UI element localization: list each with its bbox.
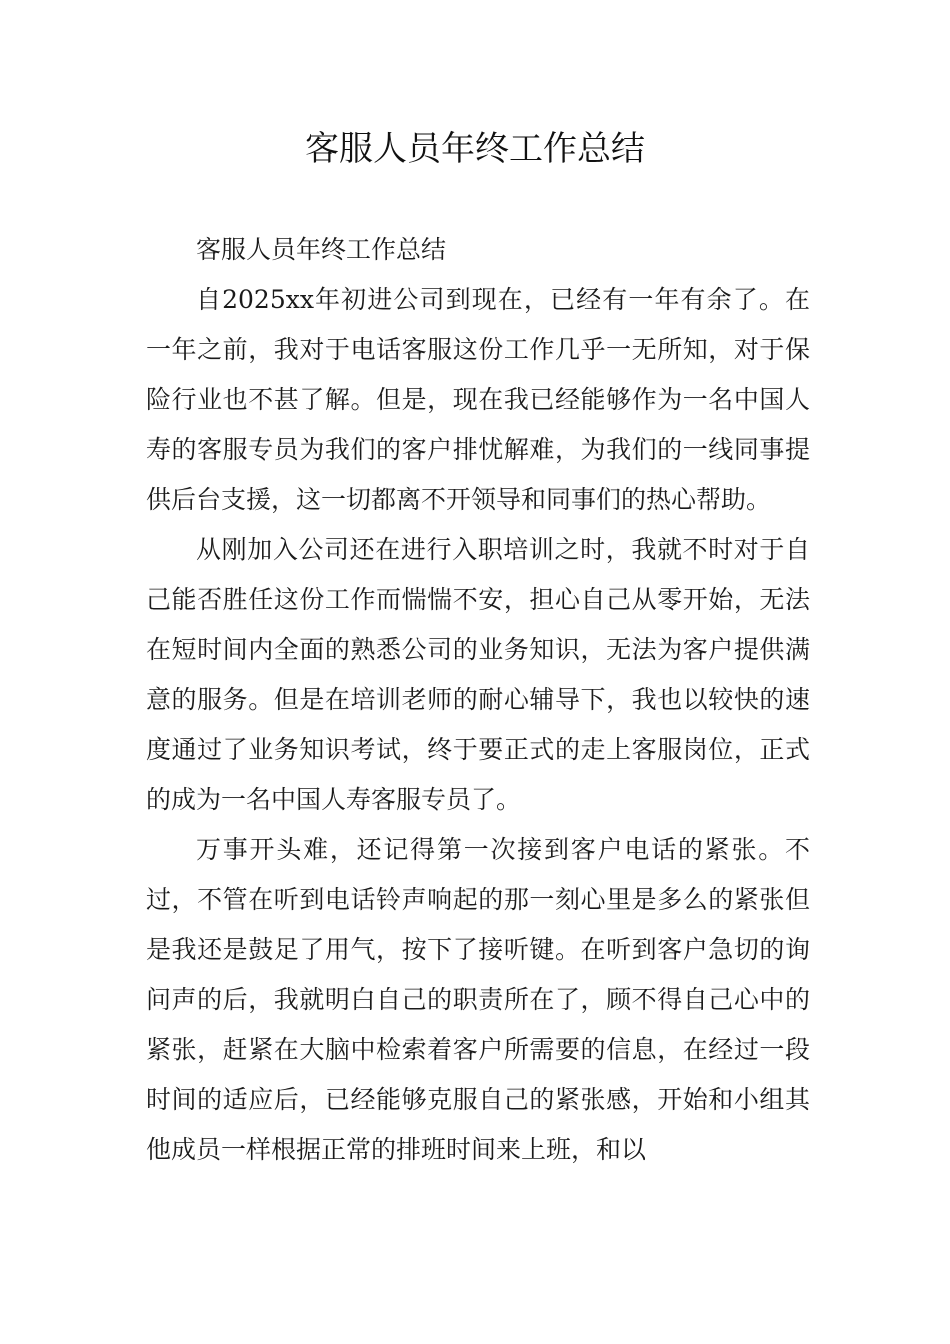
paragraph-first-call: 万事开头难，还记得第一次接到客户电话的紧张。不过，不管在听到电话铃声响起的那一刻心里是多么的紧张但是我还是鼓足了用气，按下了接听键。在听到客户急切的询问声的后，我就明白自己的职责所在了，顾不得自己心中的紧张，赶紧在大脑中检索着客户所需要的信息，在经过一段时间的适应后，已经能够克服自己的紧张感，开始和小组其他成员一样根据正常的排班时间来上班，和以 [146,835,810,1164]
paragraph-training: 从刚加入公司还在进行入职培训之时，我就不时对于自己能否胜任这份工作而惴惴不安，担心自己从零开始，无法在短时间内全面的熟悉公司的业务知识，无法为客户提供满意的服务。但是在培训老师的耐心辅导下，我也以较快的速度通过了业务知识考试，终于要正式的走上客服岗位，正式的成为一名中国人寿客服专员了。 [146,535,810,814]
paragraph-subtitle: 客服人员年终工作总结 [196,235,447,264]
document-title: 客服人员年终工作总结 [305,129,645,169]
paragraph-intro: 自2025xx年初进公司到现在，已经有一年有余了。在一年之前，我对于电话客服这份工作几乎一无所知，对于保险行业也不甚了解。但是，现在我已经能够作为一名中国人寿的客服专员为我们的客户排忧解难，为我们的一线同事提供后台支援，这一切都离不开领导和同事们的热心帮助。 [146,285,810,514]
document-body [146,225,810,1175]
